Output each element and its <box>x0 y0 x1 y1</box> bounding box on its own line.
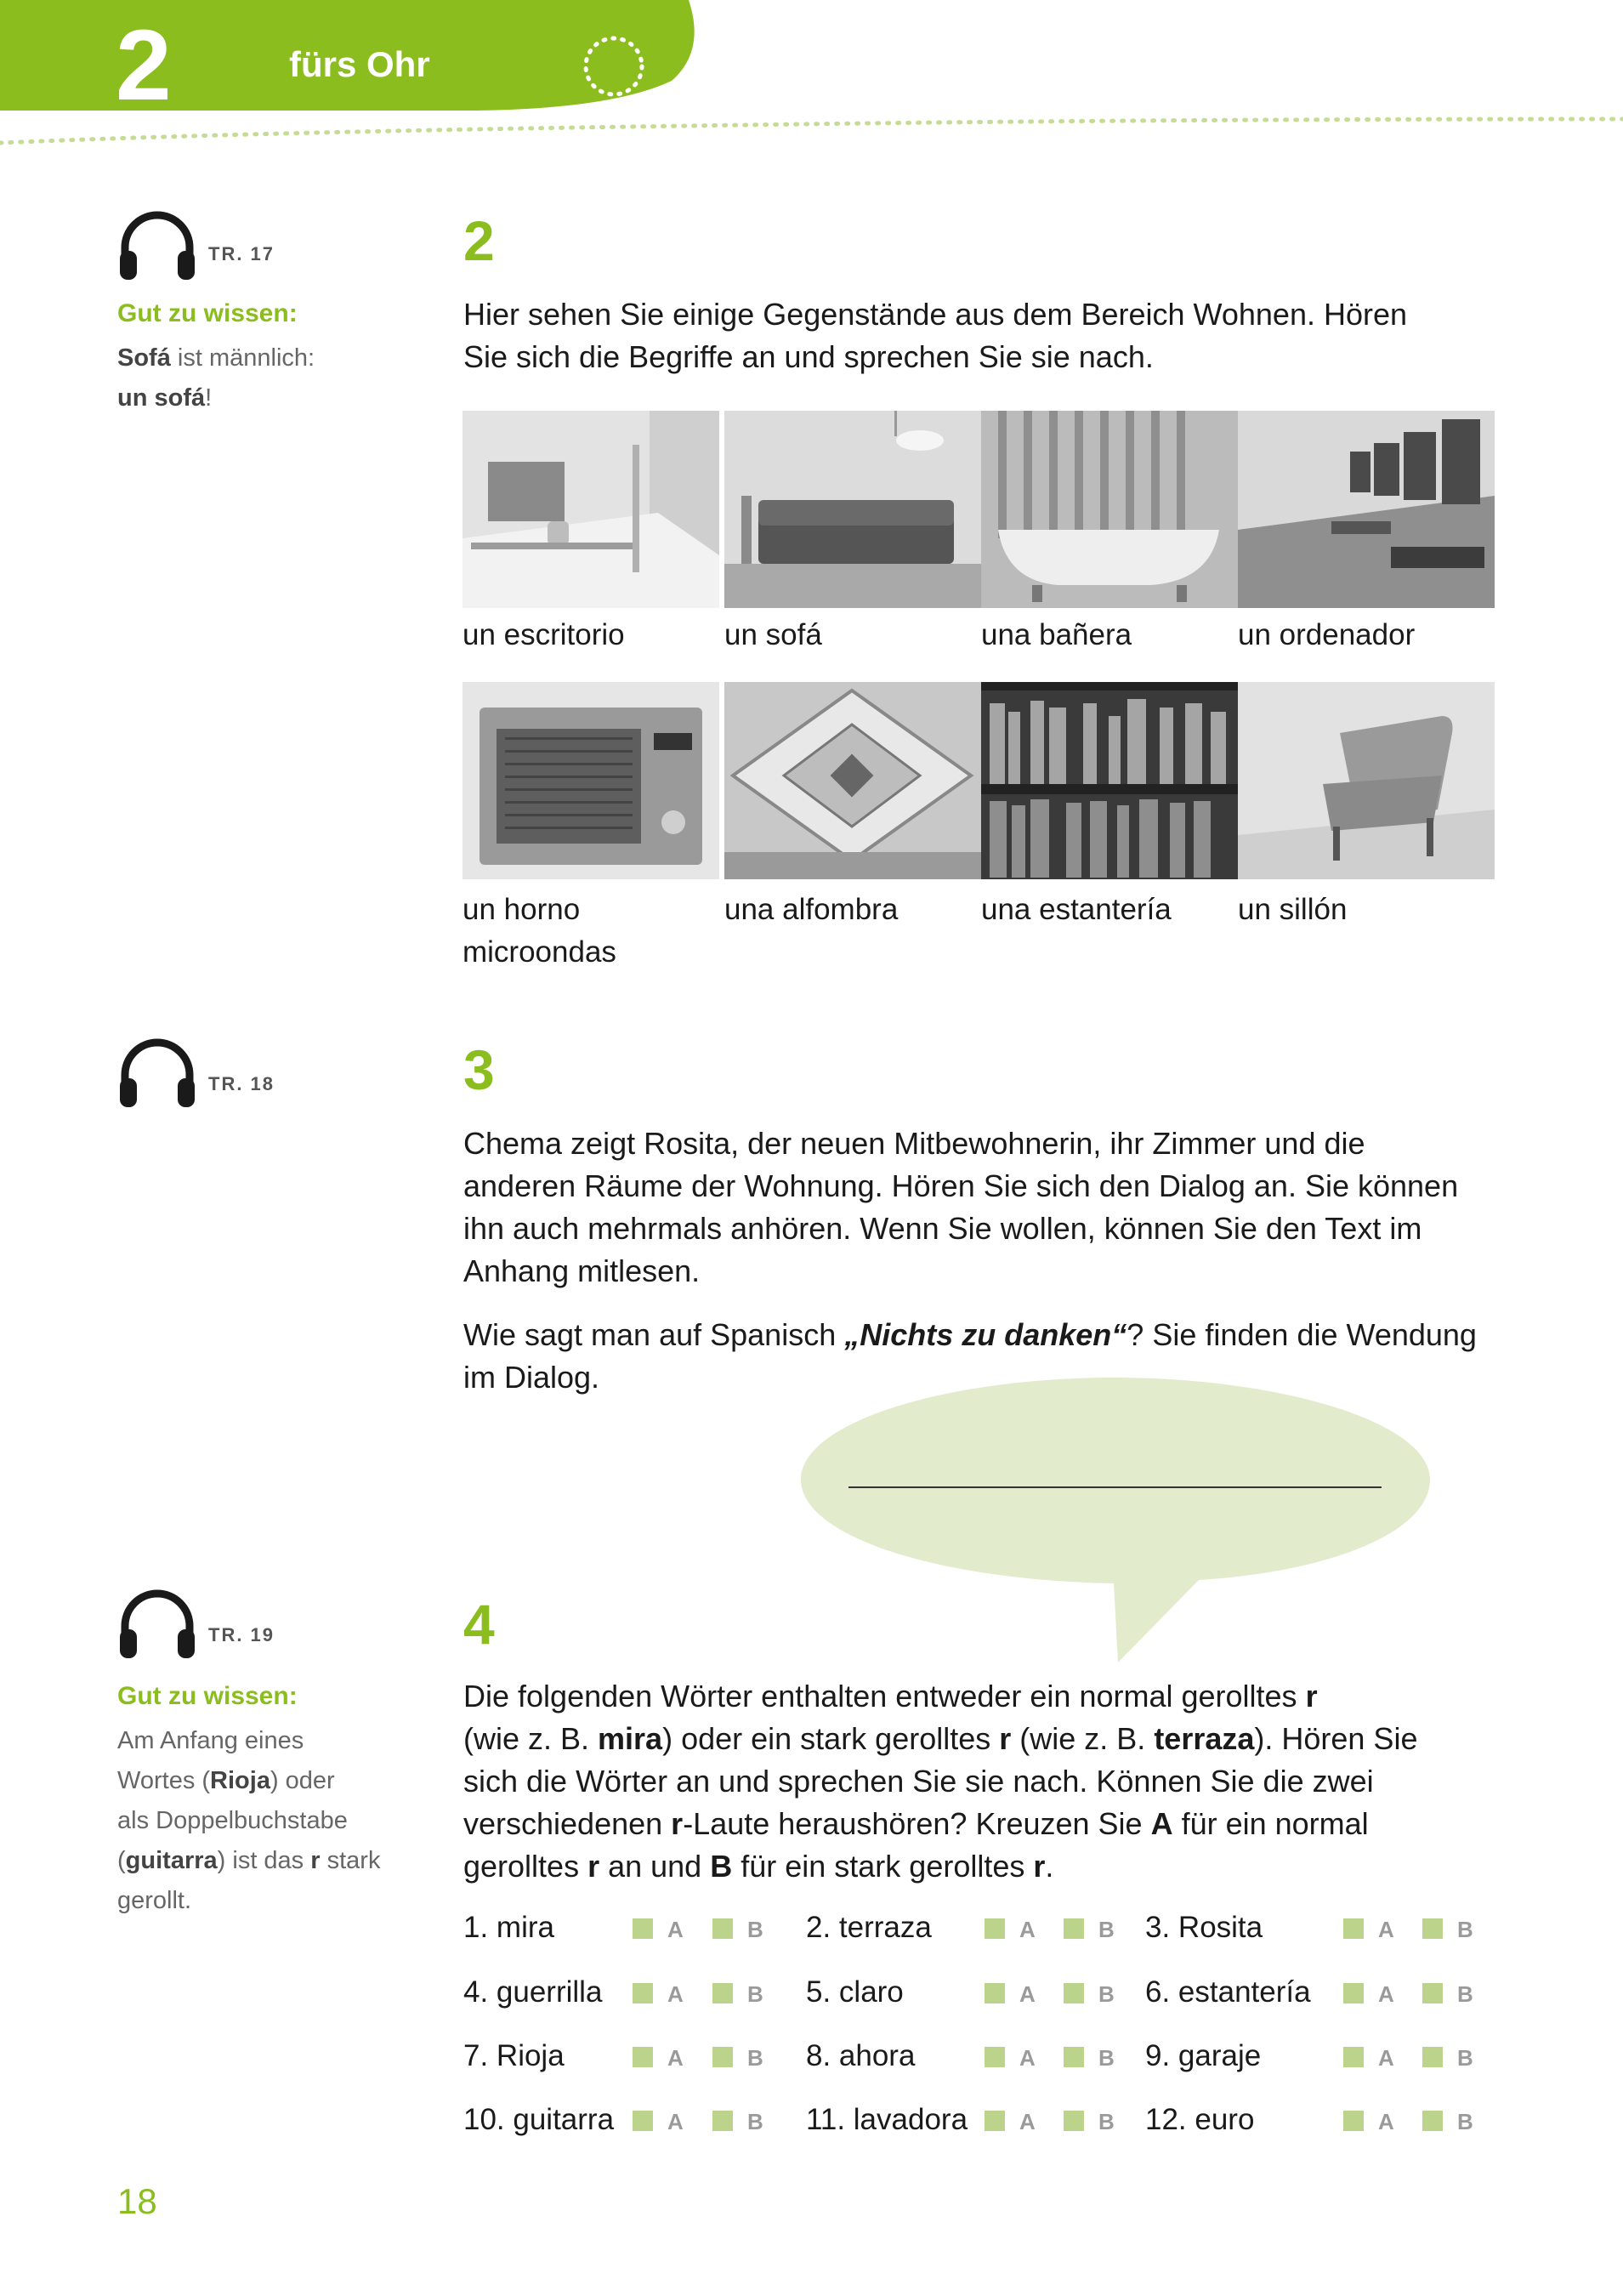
word-item: 10. guitarra <box>463 2103 615 2136</box>
option-a-label: A <box>667 2109 684 2134</box>
sofa-photo <box>724 411 981 608</box>
answer-input-line[interactable] <box>848 1486 1382 1488</box>
checkbox-b[interactable] <box>1064 2111 1084 2131</box>
caption-armchair: un sillón <box>1238 893 1348 926</box>
option-a-label: A <box>667 1917 684 1942</box>
computers-photo <box>1238 411 1495 608</box>
checkbox-b[interactable] <box>1064 2047 1084 2067</box>
checkbox-a[interactable] <box>633 1918 653 1939</box>
checkbox-b[interactable] <box>712 2047 733 2067</box>
headphones-icon <box>115 1587 200 1663</box>
option-b-label: B <box>1098 1917 1115 1942</box>
option-b-label: B <box>1457 1917 1473 1942</box>
checkbox-a[interactable] <box>985 2047 1005 2067</box>
bathtub-photo <box>981 411 1238 608</box>
desk-photo <box>462 411 719 608</box>
checkbox-a[interactable] <box>985 1918 1005 1939</box>
chapter-header-banner <box>0 0 1623 153</box>
checkbox-b[interactable] <box>1422 1918 1443 1939</box>
carpet-photo <box>724 682 981 879</box>
caption-microwave: un horno microondas <box>462 893 616 969</box>
word-item: 6. estantería <box>1145 1975 1311 2009</box>
exercise-number-2: 2 <box>463 209 495 272</box>
option-a-label: A <box>1019 1981 1036 2007</box>
answer-speech-bubble <box>791 1369 1437 1675</box>
exercise-4-instructions: Die folgenden Wörter enthalten entweder ein normal gerolltes r (wie z. B. mira) oder ein stark gerolltes r (wie z. B. terraza). Hören Sie sich die Wörter an und sprechen Sie sie nach. Können Sie die zwei verschiedenen r-Laute heraushören? Kreuzen Sie A für ein normal gerolltes r an und B für ein stark gerolltes r. <box>463 1679 1418 1884</box>
caption-bookshelf: una estantería <box>981 893 1172 926</box>
option-b-label: B <box>1098 2045 1115 2071</box>
option-b-label: B <box>1098 2109 1115 2134</box>
caption-desk: un escritorio <box>462 618 625 651</box>
caption-carpet: una alfombra <box>724 893 899 926</box>
option-b-label: B <box>1457 1981 1473 2007</box>
option-a-label: A <box>1378 1981 1394 2007</box>
caption-bathtub: una bañera <box>981 618 1132 651</box>
caption-sofa: un sofá <box>724 618 822 651</box>
word-item: 11. lavadora <box>806 2103 968 2136</box>
hint-title-2: Gut zu wissen: <box>117 1682 298 1710</box>
word-item: 1. mira <box>463 1911 554 1944</box>
word-item: 9. garaje <box>1145 2039 1262 2072</box>
page-number: 18 <box>117 2181 157 2221</box>
caption-computer: un ordenador <box>1238 618 1416 651</box>
bookshelf-photo <box>981 682 1238 879</box>
checkbox-a[interactable] <box>633 1983 653 2003</box>
chapter-number: 2 <box>116 9 170 122</box>
checkbox-b[interactable] <box>1422 1983 1443 2003</box>
chapter-title: fürs Ohr <box>289 44 430 84</box>
option-b-label: B <box>747 1981 763 2007</box>
option-a-label: A <box>667 1981 684 2007</box>
word-item: 2. terraza <box>806 1911 932 1944</box>
exercise-number-3: 3 <box>463 1038 495 1101</box>
checkbox-a[interactable] <box>985 2111 1005 2131</box>
word-item: 7. Rioja <box>463 2039 565 2072</box>
track-label-17: TR. 17 <box>208 243 275 264</box>
option-a-label: A <box>1378 1917 1394 1942</box>
track-label-18: TR. 18 <box>208 1073 275 1094</box>
checkbox-b[interactable] <box>1064 1983 1084 2003</box>
microwave-photo <box>462 682 719 879</box>
hint-body-2: Am Anfang eines Wortes (Rioja) oder als Doppelbuchstabe (guitarra) ist das r stark gerollt. <box>117 1727 381 1914</box>
option-b-label: B <box>1098 1981 1115 2007</box>
option-a-label: A <box>1019 1917 1036 1942</box>
exercise-3-instructions: Chema zeigt Rosita, der neuen Mitbewohnerin, ihr Zimmer und die anderen Räume der Wohnung. Hören Sie sich den Dialog an. Sie können ihn auch mehrmals anhören. Wenn Sie wollen, können Sie den Text im Anhang mitlesen. <box>463 1126 1459 1288</box>
headphones-icon <box>115 1036 200 1112</box>
headphones-icon <box>115 208 200 285</box>
option-b-label: B <box>747 1917 763 1942</box>
option-a-label: A <box>1378 2045 1394 2071</box>
word-item: 8. ahora <box>806 2039 916 2072</box>
word-item: 3. Rosita <box>1145 1911 1263 1944</box>
checkbox-b[interactable] <box>712 1918 733 1939</box>
checkbox-b[interactable] <box>712 1983 733 2003</box>
exercise-number-4: 4 <box>463 1593 495 1656</box>
checkbox-a[interactable] <box>1343 1918 1364 1939</box>
exercise-3-question: Wie sagt man auf Spanisch „Nichts zu danken“? Sie finden die Wendung im Dialog. <box>463 1317 1477 1395</box>
exercise-2-instructions: Hier sehen Sie einige Gegenstände aus dem Bereich Wohnen. Hören Sie sich die Begriffe an und sprechen Sie sie nach. <box>463 297 1408 374</box>
option-a-label: A <box>667 2045 684 2071</box>
checkbox-b[interactable] <box>712 2111 733 2131</box>
checkbox-a[interactable] <box>1343 2111 1364 2131</box>
track-label-19: TR. 19 <box>208 1624 275 1645</box>
word-item: 4. guerrilla <box>463 1975 603 2009</box>
checkbox-b[interactable] <box>1064 1918 1084 1939</box>
option-a-label: A <box>1378 2109 1394 2134</box>
option-b-label: B <box>747 2109 763 2134</box>
checkbox-a[interactable] <box>633 2047 653 2067</box>
word-item: 12. euro <box>1145 2103 1255 2136</box>
option-a-label: A <box>1019 2045 1036 2071</box>
hint-title-1: Gut zu wissen: <box>117 299 298 327</box>
option-b-label: B <box>747 2045 763 2071</box>
checkbox-a[interactable] <box>1343 1983 1364 2003</box>
hint-body-1: Sofá ist männlich: un sofá! <box>117 344 315 412</box>
checkbox-a[interactable] <box>985 1983 1005 2003</box>
armchair-photo <box>1238 682 1495 879</box>
option-b-label: B <box>1457 2109 1473 2134</box>
checkbox-b[interactable] <box>1422 2047 1443 2067</box>
checkbox-b[interactable] <box>1422 2111 1443 2131</box>
option-a-label: A <box>1019 2109 1036 2134</box>
word-item: 5. claro <box>806 1975 904 2009</box>
checkbox-a[interactable] <box>633 2111 653 2131</box>
checkbox-a[interactable] <box>1343 2047 1364 2067</box>
option-b-label: B <box>1457 2045 1473 2071</box>
